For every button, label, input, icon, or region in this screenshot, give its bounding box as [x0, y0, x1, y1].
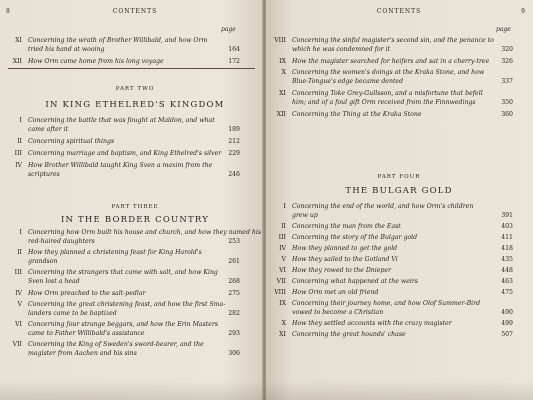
- page-shadow: [0, 380, 533, 400]
- chapter-title: Concerning the man from the East: [292, 222, 401, 230]
- chapter-page-number: 463: [501, 277, 513, 285]
- chapter-number: III: [278, 233, 286, 241]
- contents-entry: [266, 223, 524, 232]
- part-four-title: THE BULGAR GOLD: [345, 186, 453, 196]
- chapter-number: II: [281, 222, 286, 230]
- chapter-number: IX: [279, 57, 286, 65]
- chapter-page-number: 350: [501, 98, 513, 106]
- chapter-title: How they planned to get the gold: [292, 244, 398, 252]
- part-three-label: PART THREE: [111, 204, 159, 210]
- chapter-title: How they planned a christening feast for King Harold's grandson: [28, 249, 202, 265]
- chapter-number: II: [17, 249, 22, 257]
- chapter-title: Concerning the end of the world, and how Orm's children grew up: [292, 203, 474, 219]
- contents-entry: [266, 245, 524, 254]
- section-rule: [8, 68, 255, 69]
- chapter-number: XI: [15, 37, 22, 44]
- contents-entry: [2, 150, 252, 159]
- contents-entry: [2, 301, 252, 319]
- chapter-title: Concerning the women's doings at the Kraka Stone, and how Blue-Tongue's edge became dented: [292, 69, 485, 86]
- chapter-number: XII: [276, 110, 286, 118]
- chapter-title: How the magister searched for heifers and sat in a cherry-tree: [292, 57, 490, 65]
- chapter-page-number: 337: [501, 78, 513, 86]
- chapter-number: IX: [279, 299, 286, 307]
- chapter-page-number: 172: [228, 57, 240, 65]
- chapter-page-number: 164: [228, 45, 240, 53]
- chapter-page-number: 490: [501, 308, 513, 316]
- contents-entry: [266, 331, 524, 340]
- contents-entry: [2, 58, 252, 67]
- contents-entry: [266, 203, 524, 221]
- contents-entry: [2, 290, 252, 299]
- chapter-page-number: 448: [501, 266, 513, 274]
- chapter-number: III: [14, 149, 22, 157]
- contents-entry: [2, 341, 252, 359]
- chapter-number: III: [14, 269, 22, 277]
- chapter-title: Concerning marriage and baptism, and King Ethelred's silver: [28, 149, 222, 157]
- contents-entry: [266, 278, 524, 287]
- chapter-page-number: 293: [228, 329, 240, 337]
- chapter-number: VI: [15, 321, 22, 329]
- right-page: [266, 0, 533, 400]
- chapter-page-number: 418: [501, 244, 513, 252]
- chapter-title: How Brother Willibald taught King Sven a maxim from the scriptures: [28, 161, 213, 178]
- chapter-number: X: [281, 319, 286, 327]
- chapter-title: Concerning Toke Grey-Gullsson, and a misfortune that befell him; and of a foul gift Orm received from the Finnwedings: [292, 90, 483, 106]
- chapter-page-number: 360: [501, 110, 513, 118]
- left-page: [0, 0, 263, 400]
- contents-entry: [266, 300, 524, 318]
- chapter-number: V: [17, 301, 22, 308]
- contents-entry: [266, 90, 524, 108]
- chapter-page-number: 261: [228, 257, 240, 265]
- chapter-title: Concerning the wrath of Brother Willibald, and how Orm tried his hand at wooing: [28, 37, 208, 53]
- contents-entry: [2, 249, 252, 267]
- chapter-page-number: 435: [501, 255, 513, 263]
- part-three-title: IN THE BORDER COUNTRY: [60, 215, 210, 225]
- chapter-number: IV: [15, 161, 22, 169]
- chapter-page-number: 189: [228, 125, 240, 133]
- chapter-number: VIII: [274, 37, 286, 44]
- chapter-title: Concerning what happened at the weirs: [292, 277, 418, 285]
- chapter-title: How they settled accounts with the crazy magister: [292, 319, 452, 327]
- chapter-number: V: [281, 255, 286, 263]
- chapter-title: How Orm met an old friend: [292, 288, 379, 296]
- chapter-title: Concerning the great christening feast, and how the first Sma- landers came to be baptized: [28, 301, 226, 317]
- right-page-column-header: page: [496, 26, 511, 33]
- contents-entry: [2, 37, 252, 55]
- chapter-number: VII: [276, 277, 286, 285]
- contents-entry: [266, 37, 524, 55]
- chapter-title: Concerning four strange beggars, and how the Erin Masters came to Father Willibald's assistance: [28, 321, 219, 337]
- chapter-page-number: 253: [228, 237, 240, 245]
- contents-entry: [2, 321, 252, 339]
- chapter-page-number: 320: [501, 45, 513, 53]
- chapter-title: How Orm preached to the salt-pedlar: [28, 289, 146, 297]
- chapter-page-number: 499: [501, 319, 513, 327]
- chapter-number: XI: [279, 90, 286, 97]
- contents-entry: [266, 58, 524, 67]
- contents-entry: [2, 117, 252, 135]
- contents-entry: [2, 162, 252, 180]
- chapter-title: Concerning spiritual things: [28, 137, 115, 145]
- chapter-title: How they sailed to the Gotland Vi: [292, 255, 398, 263]
- chapter-number: I: [283, 203, 286, 210]
- contents-entry: [2, 138, 252, 147]
- left-page-column-header: page: [221, 26, 236, 33]
- chapter-page-number: 475: [501, 288, 513, 296]
- chapter-page-number: 403: [501, 222, 513, 230]
- contents-entry: [2, 229, 262, 247]
- chapter-number: IV: [279, 244, 286, 252]
- chapter-title: Concerning the story of the Bulgar gold: [292, 233, 418, 241]
- chapter-title: Concerning the Thing at the Kraka Stone: [292, 110, 422, 118]
- chapter-number: II: [17, 137, 22, 145]
- contents-entry: [266, 69, 524, 87]
- left-running-header: CONTENTS: [112, 8, 158, 15]
- contents-entry: [266, 234, 524, 243]
- chapter-page-number: 275: [228, 289, 240, 297]
- right-running-header: CONTENTS: [376, 8, 422, 15]
- chapter-title: Concerning the King of Sweden's sword-bearer, and the magister from Aachen and his sins: [28, 341, 204, 358]
- chapter-page-number: 246: [228, 170, 240, 178]
- chapter-page-number: 391: [501, 211, 513, 219]
- left-page-number: 8: [6, 8, 10, 15]
- chapter-title: Concerning the strangers that came with salt, and how King Sven lost a head: [28, 269, 218, 286]
- chapter-number: I: [19, 117, 22, 124]
- chapter-number: VIII: [274, 288, 286, 296]
- chapter-page-number: 306: [228, 350, 240, 358]
- chapter-page-number: 507: [501, 330, 513, 338]
- contents-entry: [266, 256, 524, 265]
- chapter-title: Concerning the battle that was fought at Maldon, and what came after it: [28, 117, 215, 133]
- contents-entry: [266, 289, 524, 298]
- chapter-page-number: 268: [228, 278, 240, 286]
- chapter-title: Concerning the sinful magister's second sin, and the penance to which he was condemned for it: [292, 37, 494, 53]
- chapter-page-number: 282: [228, 309, 240, 317]
- chapter-page-number: 326: [501, 57, 513, 65]
- contents-entry: [266, 111, 524, 120]
- chapter-title: Concerning their journey home, and how Olof Summer-Bird vowed to become a Christian: [292, 299, 481, 316]
- contents-entry: [266, 267, 524, 276]
- chapter-number: I: [19, 229, 22, 236]
- part-two-label: PART TWO: [115, 86, 155, 92]
- chapter-page-number: 212: [228, 137, 240, 145]
- chapter-number: XII: [12, 57, 22, 65]
- part-two-title: IN KING ETHELRED'S KINGDOM: [45, 100, 225, 110]
- chapter-title: Concerning the great hounds' chase: [292, 330, 406, 338]
- chapter-number: X: [281, 69, 286, 77]
- chapter-number: VII: [12, 341, 22, 349]
- right-page-number: 9: [521, 8, 525, 15]
- chapter-title: Concerning how Orm built his house and church, and how they named his red-haired daughters: [28, 229, 262, 245]
- chapter-number: VI: [279, 266, 286, 274]
- contents-entry: [2, 269, 252, 287]
- chapter-title: How they rowed to the Dnieper: [292, 266, 391, 274]
- chapter-number: XI: [279, 330, 286, 338]
- contents-entry: [266, 320, 524, 329]
- chapter-title: How Orm came home from his long voyage: [28, 57, 164, 65]
- chapter-number: IV: [15, 289, 22, 297]
- part-four-label: PART FOUR: [377, 174, 421, 180]
- chapter-page-number: 411: [501, 233, 513, 241]
- chapter-page-number: 229: [228, 149, 240, 157]
